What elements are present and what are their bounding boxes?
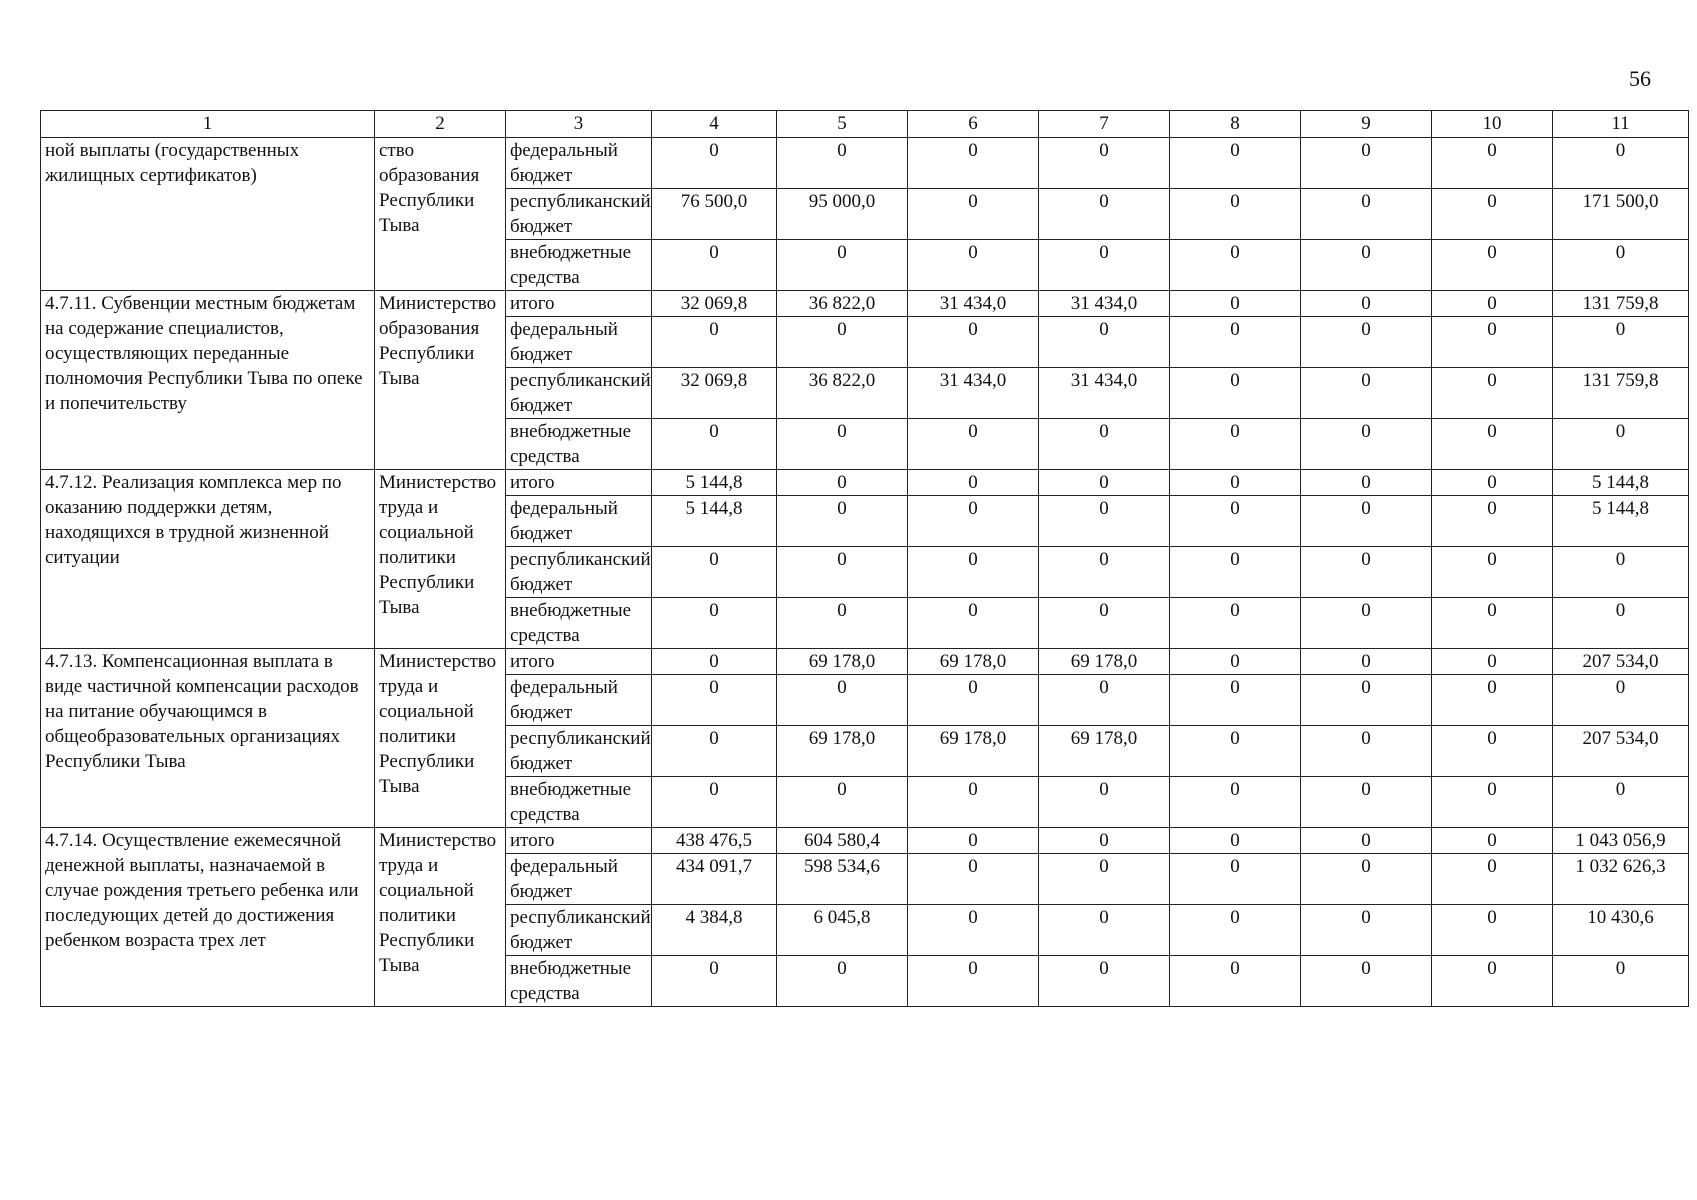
- value-cell-col-8: 0: [1170, 598, 1301, 649]
- table-row: [41, 138, 1689, 189]
- value-cell-col-10: 0: [1432, 828, 1553, 854]
- funding-source: республиканский бюджет: [506, 726, 652, 777]
- value-cell-col-8: 0: [1170, 649, 1301, 675]
- value-cell-col-6: 0: [908, 470, 1039, 496]
- value-cell-col-11: 131 759,8: [1553, 291, 1689, 317]
- value-cell-col-11: 0: [1553, 675, 1689, 726]
- value-cell-col-9: 0: [1301, 854, 1432, 905]
- value-cell-col-9: 0: [1301, 675, 1432, 726]
- value-cell-col-9: 0: [1301, 649, 1432, 675]
- value-cell-col-5: 36 822,0: [777, 368, 908, 419]
- value-cell-col-11: 1 032 626,3: [1553, 854, 1689, 905]
- value-cell-col-7: 69 178,0: [1039, 726, 1170, 777]
- value-cell-col-9: 0: [1301, 368, 1432, 419]
- value-cell-col-6: 69 178,0: [908, 649, 1039, 675]
- value-cell-col-11: 171 500,0: [1553, 189, 1689, 240]
- column-header-10: 10: [1432, 111, 1553, 138]
- value-cell-col-11: 0: [1553, 138, 1689, 189]
- value-cell-col-10: 0: [1432, 419, 1553, 470]
- value-cell-col-4: 0: [652, 598, 777, 649]
- value-cell-col-8: 0: [1170, 240, 1301, 291]
- value-cell-col-7: 0: [1039, 956, 1170, 1007]
- value-cell-col-11: 207 534,0: [1553, 726, 1689, 777]
- measure-name: ной выплаты (государственных жилищных сертификатов): [41, 138, 375, 291]
- value-cell-col-11: 0: [1553, 419, 1689, 470]
- value-cell-col-10: 0: [1432, 726, 1553, 777]
- value-cell-col-4: 0: [652, 419, 777, 470]
- value-cell-col-6: 0: [908, 777, 1039, 828]
- funding-source: федеральный бюджет: [506, 138, 652, 189]
- column-header-5: 5: [777, 111, 908, 138]
- value-cell-col-5: 95 000,0: [777, 189, 908, 240]
- column-header-7: 7: [1039, 111, 1170, 138]
- measure-name: 4.7.11. Субвенции местным бюджетам на содержание специалистов, осуществляющих переданные полномочия Республики Тыва по опеке и попечительству: [41, 291, 375, 470]
- value-cell-col-9: 0: [1301, 726, 1432, 777]
- value-cell-col-10: 0: [1432, 598, 1553, 649]
- funding-source: республиканский бюджет: [506, 905, 652, 956]
- table-row: [41, 828, 1689, 854]
- value-cell-col-10: 0: [1432, 854, 1553, 905]
- value-cell-col-8: 0: [1170, 905, 1301, 956]
- value-cell-col-5: 0: [777, 138, 908, 189]
- funding-source: внебюджетные средства: [506, 240, 652, 291]
- value-cell-col-5: 69 178,0: [777, 649, 908, 675]
- value-cell-col-4: 0: [652, 675, 777, 726]
- value-cell-col-8: 0: [1170, 496, 1301, 547]
- value-cell-col-4: 0: [652, 649, 777, 675]
- funding-source: республиканский бюджет: [506, 189, 652, 240]
- value-cell-col-7: 0: [1039, 317, 1170, 368]
- measure-name: 4.7.13. Компенсационная выплата в виде частичной компенсации расходов на питание обучающимся в общеобразовательных организациях Республики Тыва: [41, 649, 375, 828]
- funding-source: федеральный бюджет: [506, 675, 652, 726]
- value-cell-col-8: 0: [1170, 470, 1301, 496]
- column-header-3: 3: [506, 111, 652, 138]
- value-cell-col-7: 0: [1039, 854, 1170, 905]
- value-cell-col-7: 0: [1039, 547, 1170, 598]
- table-row: [41, 649, 1689, 675]
- value-cell-col-9: 0: [1301, 496, 1432, 547]
- value-cell-col-11: 0: [1553, 317, 1689, 368]
- value-cell-col-11: 131 759,8: [1553, 368, 1689, 419]
- value-cell-col-7: 0: [1039, 240, 1170, 291]
- funding-source: федеральный бюджет: [506, 496, 652, 547]
- value-cell-col-8: 0: [1170, 138, 1301, 189]
- value-cell-col-7: 0: [1039, 598, 1170, 649]
- value-cell-col-4: 0: [652, 138, 777, 189]
- value-cell-col-5: 598 534,6: [777, 854, 908, 905]
- column-header-11: 11: [1553, 111, 1689, 138]
- value-cell-col-10: 0: [1432, 470, 1553, 496]
- funding-source: итого: [506, 828, 652, 854]
- value-cell-col-6: 0: [908, 138, 1039, 189]
- value-cell-col-11: 207 534,0: [1553, 649, 1689, 675]
- value-cell-col-11: 5 144,8: [1553, 496, 1689, 547]
- value-cell-col-6: 0: [908, 854, 1039, 905]
- value-cell-col-7: 0: [1039, 675, 1170, 726]
- value-cell-col-8: 0: [1170, 854, 1301, 905]
- value-cell-col-4: 434 091,7: [652, 854, 777, 905]
- column-header-1: 1: [41, 111, 375, 138]
- funding-source: итого: [506, 291, 652, 317]
- value-cell-col-7: 31 434,0: [1039, 368, 1170, 419]
- responsible-ministry: Министерство труда и социальной политики Республики Тыва: [375, 828, 506, 1007]
- funding-source: федеральный бюджет: [506, 854, 652, 905]
- value-cell-col-6: 0: [908, 496, 1039, 547]
- value-cell-col-7: 0: [1039, 828, 1170, 854]
- value-cell-col-4: 438 476,5: [652, 828, 777, 854]
- value-cell-col-7: 0: [1039, 470, 1170, 496]
- value-cell-col-10: 0: [1432, 649, 1553, 675]
- value-cell-col-6: 0: [908, 956, 1039, 1007]
- value-cell-col-9: 0: [1301, 956, 1432, 1007]
- value-cell-col-7: 0: [1039, 905, 1170, 956]
- value-cell-col-4: 0: [652, 777, 777, 828]
- funding-source: федеральный бюджет: [506, 317, 652, 368]
- value-cell-col-4: 0: [652, 317, 777, 368]
- column-header-8: 8: [1170, 111, 1301, 138]
- value-cell-col-7: 31 434,0: [1039, 291, 1170, 317]
- funding-source: внебюджетные средства: [506, 956, 652, 1007]
- value-cell-col-5: 0: [777, 675, 908, 726]
- value-cell-col-5: 6 045,8: [777, 905, 908, 956]
- value-cell-col-10: 0: [1432, 956, 1553, 1007]
- budget-table: [40, 110, 1689, 1007]
- value-cell-col-9: 0: [1301, 317, 1432, 368]
- value-cell-col-10: 0: [1432, 317, 1553, 368]
- value-cell-col-4: 32 069,8: [652, 291, 777, 317]
- value-cell-col-4: 5 144,8: [652, 496, 777, 547]
- value-cell-col-8: 0: [1170, 368, 1301, 419]
- value-cell-col-11: 5 144,8: [1553, 470, 1689, 496]
- value-cell-col-11: 0: [1553, 777, 1689, 828]
- value-cell-col-5: 0: [777, 547, 908, 598]
- value-cell-col-10: 0: [1432, 777, 1553, 828]
- value-cell-col-6: 0: [908, 240, 1039, 291]
- value-cell-col-9: 0: [1301, 419, 1432, 470]
- value-cell-col-9: 0: [1301, 905, 1432, 956]
- value-cell-col-7: 0: [1039, 419, 1170, 470]
- value-cell-col-11: 0: [1553, 598, 1689, 649]
- value-cell-col-6: 0: [908, 905, 1039, 956]
- value-cell-col-6: 0: [908, 317, 1039, 368]
- value-cell-col-6: 31 434,0: [908, 368, 1039, 419]
- table-body: [41, 138, 1689, 1007]
- column-header-4: 4: [652, 111, 777, 138]
- value-cell-col-10: 0: [1432, 675, 1553, 726]
- value-cell-col-6: 0: [908, 547, 1039, 598]
- value-cell-col-6: 0: [908, 419, 1039, 470]
- responsible-ministry: Министерство образования Республики Тыва: [375, 291, 506, 470]
- value-cell-col-7: 0: [1039, 138, 1170, 189]
- table-row: [41, 470, 1689, 496]
- funding-source: внебюджетные средства: [506, 598, 652, 649]
- value-cell-col-9: 0: [1301, 547, 1432, 598]
- column-header-9: 9: [1301, 111, 1432, 138]
- value-cell-col-8: 0: [1170, 956, 1301, 1007]
- value-cell-col-5: 604 580,4: [777, 828, 908, 854]
- header-row: [41, 111, 1689, 138]
- value-cell-col-8: 0: [1170, 547, 1301, 598]
- table-row: [41, 291, 1689, 317]
- value-cell-col-9: 0: [1301, 138, 1432, 189]
- value-cell-col-10: 0: [1432, 368, 1553, 419]
- value-cell-col-10: 0: [1432, 291, 1553, 317]
- value-cell-col-10: 0: [1432, 189, 1553, 240]
- value-cell-col-6: 31 434,0: [908, 291, 1039, 317]
- value-cell-col-10: 0: [1432, 496, 1553, 547]
- value-cell-col-9: 0: [1301, 240, 1432, 291]
- value-cell-col-8: 0: [1170, 317, 1301, 368]
- value-cell-col-8: 0: [1170, 189, 1301, 240]
- value-cell-col-5: 0: [777, 470, 908, 496]
- value-cell-col-10: 0: [1432, 905, 1553, 956]
- column-header-2: 2: [375, 111, 506, 138]
- value-cell-col-10: 0: [1432, 138, 1553, 189]
- measure-name: 4.7.12. Реализация комплекса мер по оказанию поддержки детям, находящихся в трудной жизненной ситуации: [41, 470, 375, 649]
- page-number: 56: [1629, 66, 1651, 91]
- funding-source: внебюджетные средства: [506, 419, 652, 470]
- funding-source: итого: [506, 649, 652, 675]
- value-cell-col-4: 76 500,0: [652, 189, 777, 240]
- value-cell-col-9: 0: [1301, 777, 1432, 828]
- responsible-ministry: Министерство труда и социальной политики Республики Тыва: [375, 649, 506, 828]
- value-cell-col-5: 0: [777, 777, 908, 828]
- value-cell-col-4: 32 069,8: [652, 368, 777, 419]
- value-cell-col-4: 0: [652, 956, 777, 1007]
- value-cell-col-11: 10 430,6: [1553, 905, 1689, 956]
- value-cell-col-8: 0: [1170, 291, 1301, 317]
- value-cell-col-5: 0: [777, 419, 908, 470]
- value-cell-col-8: 0: [1170, 726, 1301, 777]
- value-cell-col-6: 0: [908, 189, 1039, 240]
- value-cell-col-7: 0: [1039, 496, 1170, 547]
- value-cell-col-11: 1 043 056,9: [1553, 828, 1689, 854]
- value-cell-col-7: 0: [1039, 777, 1170, 828]
- value-cell-col-8: 0: [1170, 777, 1301, 828]
- value-cell-col-8: 0: [1170, 419, 1301, 470]
- value-cell-col-7: 69 178,0: [1039, 649, 1170, 675]
- value-cell-col-9: 0: [1301, 470, 1432, 496]
- value-cell-col-9: 0: [1301, 598, 1432, 649]
- value-cell-col-5: 69 178,0: [777, 726, 908, 777]
- responsible-ministry: Министерство труда и социальной политики Республики Тыва: [375, 470, 506, 649]
- value-cell-col-6: 0: [908, 675, 1039, 726]
- column-header-6: 6: [908, 111, 1039, 138]
- value-cell-col-4: 0: [652, 240, 777, 291]
- measure-name: 4.7.14. Осуществление ежемесячной денежной выплаты, назначаемой в случае рождения третьего ребенка или последующих детей до достижения ребенком возраста трех лет: [41, 828, 375, 1007]
- value-cell-col-9: 0: [1301, 189, 1432, 240]
- value-cell-col-4: 0: [652, 726, 777, 777]
- value-cell-col-4: 5 144,8: [652, 470, 777, 496]
- value-cell-col-5: 0: [777, 240, 908, 291]
- funding-source: внебюджетные средства: [506, 777, 652, 828]
- value-cell-col-5: 36 822,0: [777, 291, 908, 317]
- value-cell-col-9: 0: [1301, 291, 1432, 317]
- value-cell-col-4: 0: [652, 547, 777, 598]
- funding-source: республиканский бюджет: [506, 368, 652, 419]
- value-cell-col-6: 0: [908, 598, 1039, 649]
- value-cell-col-6: 69 178,0: [908, 726, 1039, 777]
- funding-source: республиканский бюджет: [506, 547, 652, 598]
- value-cell-col-6: 0: [908, 828, 1039, 854]
- value-cell-col-10: 0: [1432, 240, 1553, 291]
- value-cell-col-7: 0: [1039, 189, 1170, 240]
- value-cell-col-10: 0: [1432, 547, 1553, 598]
- value-cell-col-5: 0: [777, 598, 908, 649]
- responsible-ministry: ство образования Республики Тыва: [375, 138, 506, 291]
- value-cell-col-11: 0: [1553, 956, 1689, 1007]
- value-cell-col-8: 0: [1170, 675, 1301, 726]
- value-cell-col-8: 0: [1170, 828, 1301, 854]
- value-cell-col-5: 0: [777, 956, 908, 1007]
- value-cell-col-11: 0: [1553, 240, 1689, 291]
- value-cell-col-4: 4 384,8: [652, 905, 777, 956]
- funding-source: итого: [506, 470, 652, 496]
- value-cell-col-9: 0: [1301, 828, 1432, 854]
- value-cell-col-5: 0: [777, 317, 908, 368]
- value-cell-col-11: 0: [1553, 547, 1689, 598]
- value-cell-col-5: 0: [777, 496, 908, 547]
